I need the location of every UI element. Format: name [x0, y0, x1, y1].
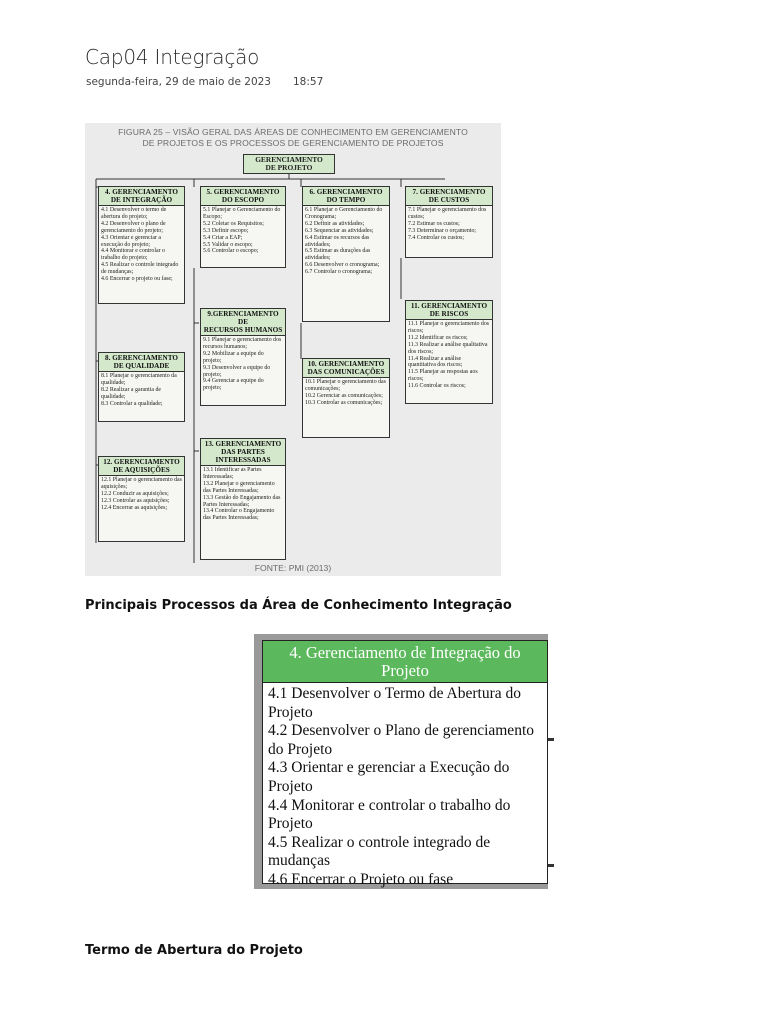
figure-edge — [548, 634, 554, 889]
integration-processes-figure — [254, 634, 554, 889]
knowledge-area-box — [200, 186, 286, 268]
section-heading-principais: Principais Processos da Área de Conhecimento Integração — [85, 598, 512, 613]
process-item: 4.3 Orientar e gerenciar a execução do projeto; — [101, 234, 162, 248]
process-item: 8.2 Realizar a garantia de qualidade; — [101, 386, 162, 400]
process-item: 4.1 Desenvolver o termo de abertura do projeto; — [101, 207, 167, 220]
knowledge-area-title — [406, 187, 492, 206]
process-item: 6.3 Sequenciar as atividades; — [305, 227, 374, 234]
process-item: 10.1 Planejar o gerenciamento das comunicações; — [305, 379, 386, 392]
page-title: Cap04 Integração — [85, 45, 260, 69]
knowledge-area-title-line: 12. GERENCIAMENTO — [103, 458, 180, 466]
knowledge-area-title-line: 8. GERENCIAMENTO — [105, 354, 178, 362]
process-item: 12.1 Planejar o gerenciamento das aquisições; — [101, 477, 182, 490]
knowledge-area-process-list — [201, 336, 285, 393]
knowledge-areas-figure — [85, 123, 501, 576]
process-item: 12.2 Conduzir as aquisições; — [101, 490, 169, 497]
knowledge-area-title — [99, 353, 184, 372]
knowledge-area-box — [405, 300, 493, 404]
knowledge-area-process-list — [201, 206, 285, 256]
process-item: 7.2 Estimar os custos; — [408, 220, 460, 227]
section-heading-termo: Termo de Abertura do Projeto — [85, 943, 303, 958]
knowledge-area-title-line: 4. GERENCIAMENTO — [105, 188, 178, 196]
integration-process-item: 4.3 Orientar e gerenciar a Execução do Projeto — [268, 759, 510, 795]
knowledge-area-title-line: 6. GERENCIAMENTO — [309, 188, 383, 196]
integration-box-header: 4. Gerenciamento de Integração do Projeto — [263, 641, 547, 683]
process-item: 4.6 Encerrar o projeto ou fase; — [101, 276, 173, 283]
knowledge-area-title-line: DE RISCOS — [429, 310, 469, 318]
process-item: 5.2 Coletar os Requisitos; — [203, 220, 264, 227]
process-item: 10.3 Controlar as comunicações; — [305, 399, 383, 406]
figure-caption-line1: FIGURA 25 – VISÃO GERAL DAS ÁREAS DE CONHECIMENTO EM GERENCIAMENTO — [118, 127, 468, 137]
process-item: 7.4 Controlar os custos; — [408, 234, 464, 241]
knowledge-area-process-list — [303, 206, 389, 277]
knowledge-area-title — [99, 187, 184, 206]
root-line1: GERENCIAMENTO — [255, 155, 323, 164]
figure-source: FONTE: PMI (2013) — [254, 563, 332, 573]
knowledge-area-title — [201, 439, 285, 466]
knowledge-area-title-line: 10. GERENCIAMENTO — [307, 360, 385, 368]
knowledge-area-box — [98, 456, 185, 542]
knowledge-area-box — [98, 352, 185, 422]
knowledge-area-title — [201, 187, 285, 206]
process-item: 6.4 Estimar os recursos das atividades; — [305, 234, 370, 248]
page-date: segunda-feira, 29 de maio de 2023 — [86, 76, 271, 88]
integration-box — [262, 640, 548, 888]
process-item: 4.2 Desenvolver o plano de gerenciamento do projeto; — [101, 220, 166, 234]
process-item: 9.3 Desenvolver a equipe do projeto; — [203, 364, 271, 378]
process-item: 9.1 Planejar o gerenciamento dos recursos humanos; — [203, 337, 282, 350]
process-item: 13.2 Planejar o gerenciamento das Partes Interessadas; — [203, 480, 275, 494]
knowledge-area-title — [99, 457, 184, 476]
knowledge-area-process-list — [406, 206, 492, 243]
process-item: 11.1 Planejar o gerenciamento dos riscos; — [408, 321, 490, 334]
knowledge-area-title-line: DAS COMUNICAÇÕES — [307, 368, 385, 376]
knowledge-area-title — [406, 301, 492, 320]
knowledge-area-title-line: DAS PARTES — [221, 448, 265, 456]
integration-process-item: 4.5 Realizar o controle integrado de mudanças — [268, 833, 491, 870]
knowledge-area-title-line: INTERESSADAS — [215, 456, 271, 464]
process-item: 7.3 Determinar o orçamento; — [408, 227, 477, 234]
process-item: 12.3 Controlar as aquisições; — [101, 497, 170, 504]
root-line2: DE PROJETO — [265, 163, 313, 173]
knowledge-area-title-line: 13. GERENCIAMENTO — [204, 440, 282, 448]
integration-process-item: 4.2 Desenvolver o Plano de gerenciamento do Projeto — [268, 722, 534, 758]
knowledge-area-process-list — [99, 206, 184, 284]
process-item: 11.3 Realizar a análise qualitativa dos riscos; — [408, 341, 488, 355]
knowledge-area-title-line: 5. GERENCIAMENTO — [206, 188, 280, 196]
integration-process-item: 4.4 Monitorar e controlar o trabalho do Projeto — [268, 796, 511, 833]
integration-process-item: 4.6 Encerrar o Projeto ou fase — [268, 870, 454, 888]
edge-marker — [548, 738, 554, 741]
knowledge-area-title — [303, 359, 389, 378]
knowledge-area-title-line: RECURSOS HUMANOS — [203, 326, 283, 334]
knowledge-area-title-line: DE QUALIDADE — [113, 362, 170, 370]
knowledge-area-process-list — [201, 466, 285, 523]
page-time: 18:57 — [292, 76, 324, 88]
process-item: 6.1 Planejar o Gerenciamento do Cronograma; — [305, 207, 383, 220]
knowledge-area-box — [200, 438, 286, 560]
knowledge-area-box — [302, 186, 390, 322]
knowledge-area-process-list — [303, 378, 389, 408]
root-node — [243, 154, 335, 174]
knowledge-area-box — [302, 358, 390, 438]
process-item: 13.3 Gestão do Engajamento das Partes Interessadas; — [203, 494, 281, 508]
knowledge-area-title-line: DO TEMPO — [326, 196, 366, 204]
process-item: 8.1 Planejar o gerenciamento da qualidade; — [101, 373, 177, 386]
process-item: 8.3 Controlar a qualidade; — [101, 400, 163, 407]
process-item: 5.5 Validar o escopo; — [203, 241, 253, 248]
knowledge-area-box — [98, 186, 185, 304]
knowledge-area-process-list — [99, 476, 184, 513]
process-item: 9.4 Gerenciar a equipe do projeto; — [203, 378, 264, 392]
process-item: 13.1 Identificar as Partes Interessadas; — [203, 467, 262, 480]
process-item: 5.6 Controlar o escopo; — [203, 248, 259, 255]
knowledge-area-box — [200, 308, 286, 406]
integration-process-item: 4.1 Desenvolver o Termo de Abertura do Projeto — [268, 685, 522, 721]
knowledge-area-title-line: DE AQUISIÇÕES — [113, 466, 170, 474]
knowledge-area-title — [201, 309, 285, 336]
process-item: 12.4 Encerrar as aquisições; — [101, 504, 168, 511]
process-item: 6.2 Definir as atividades; — [305, 220, 365, 227]
knowledge-area-title-line: 9.GERENCIAMENTO DE — [207, 310, 279, 326]
knowledge-area-title-line: 7. GERENCIAMENTO — [412, 188, 486, 196]
knowledge-area-process-list — [99, 372, 184, 409]
knowledge-area-title-line: DE CUSTOS — [428, 196, 470, 204]
process-item: 5.4 Criar a EAP; — [203, 234, 243, 241]
process-item: 5.1 Planejar o Gerenciamento do Escopo; — [203, 207, 281, 220]
knowledge-area-process-list — [406, 320, 492, 391]
knowledge-area-title — [303, 187, 389, 206]
process-item: 6.7 Controlar o cronograma; — [305, 269, 373, 276]
integration-process-list — [263, 683, 547, 889]
process-item: 11.2 Identificar os riscos; — [408, 334, 468, 341]
process-item: 11.6 Controlar os riscos; — [408, 383, 466, 390]
process-item: 4.5 Realizar o controle integrado de mudanças; — [101, 262, 179, 276]
knowledge-area-box — [405, 186, 493, 258]
process-item: 5.3 Definir escopo; — [203, 227, 249, 234]
figure-caption-line2: DE PROJETOS E OS PROCESSOS DE GERENCIAMENTO DE PROJETOS — [142, 138, 444, 148]
knowledge-area-title-line: 11. GERENCIAMENTO — [410, 302, 488, 310]
process-item: 6.5 Estimar as durações das atividades; — [305, 248, 371, 262]
process-item: 9.2 Mobilizar a equipe do projeto; — [203, 350, 264, 364]
process-item: 10.2 Gerenciar as comunicações; — [305, 392, 383, 399]
process-item: 4.4 Monitorar e controlar o trabalho do projeto; — [101, 248, 165, 262]
knowledge-area-title-line: DE INTEGRAÇÃO — [110, 196, 173, 204]
page-meta — [86, 76, 323, 88]
process-item: 13.4 Controlar o Engajamento das Partes Interessadas; — [203, 508, 275, 522]
process-item: 6.6 Desenvolver o cronograma; — [305, 262, 380, 269]
knowledge-area-title-line: DO ESCOPO — [221, 196, 265, 204]
process-item: 11.5 Planejar as respostas aos riscos; — [408, 369, 478, 383]
edge-marker — [548, 864, 554, 867]
process-item: 11.4 Realizar a análise quantitativa dos riscos; — [408, 355, 463, 369]
process-item: 7.1 Planejar o gerenciamento dos custos; — [408, 207, 487, 220]
